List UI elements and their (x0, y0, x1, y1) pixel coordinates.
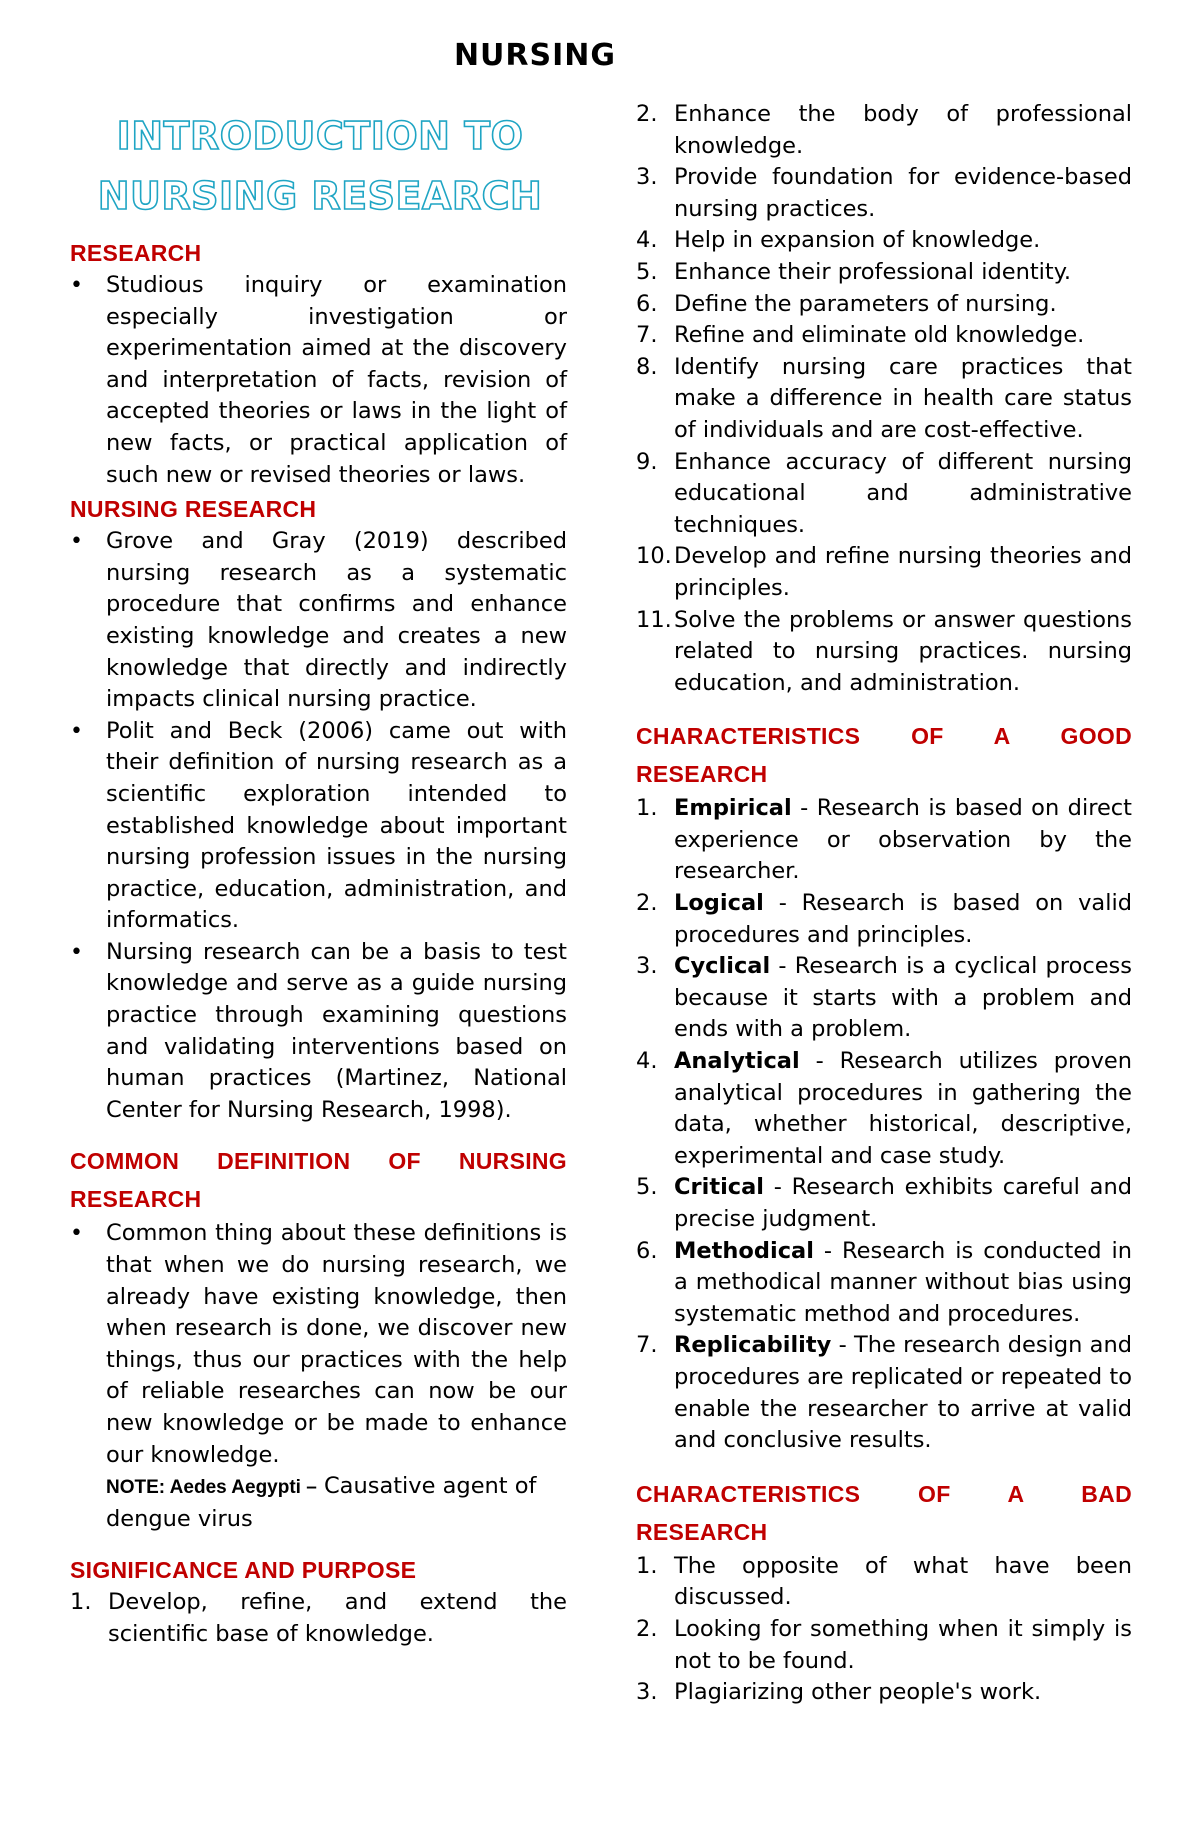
item-term: Logical (674, 890, 764, 917)
item-number: 1. (636, 1552, 658, 1579)
title-line-2: NURSING RESEARCH (97, 174, 543, 218)
item-number: 5. (636, 258, 658, 285)
item-number: 1. (70, 1589, 92, 1616)
significance-list (70, 1587, 567, 1650)
research-list (70, 270, 567, 491)
item-text: - The research design and procedures are replicated or repeated to enable the researcher to arrive at valid and conclusive results. (674, 1332, 1132, 1454)
item-text: Enhance the body of professional knowledge. (674, 101, 1132, 159)
bad-research-list (636, 1551, 1132, 1709)
item-number: 2. (636, 1615, 658, 1642)
item-term: Empirical (674, 795, 792, 822)
list-item (636, 225, 1132, 257)
item-number: 3. (636, 953, 658, 980)
item-text: - Research is a cyclical process because it starts with a problem and ends with a problem. (674, 953, 1132, 1043)
list-item (636, 257, 1132, 289)
item-text: - Research is based on direct experience or observation by the researcher. (674, 795, 1132, 885)
item-text: Identify nursing care practices that make a difference in health care status of individuals and are cost-effective. (674, 353, 1132, 443)
page-header: NURSING (453, 38, 617, 73)
list-item (636, 541, 1132, 604)
item-number: 10. (636, 543, 672, 570)
list-item (636, 1236, 1132, 1331)
list-item: • Grove and Gray (2019) described nursing research as a systematic procedure that confirms and enhance existing knowledge and creates a new knowledge that directly and indirectly impacts clinical nursing practice. (70, 526, 567, 716)
item-term: Cyclical (674, 953, 771, 980)
item-text: Refine and eliminate old knowledge. (674, 322, 1085, 349)
list-item (70, 1587, 567, 1650)
list-item (636, 888, 1132, 951)
item-term: Analytical (674, 1048, 800, 1075)
list-item (636, 352, 1132, 447)
item-text: - Research exhibits careful and precise judgment. (674, 1174, 1132, 1232)
note-label: NOTE: Aedes Aegypti – (106, 1477, 317, 1499)
item-term: Methodical (674, 1237, 814, 1264)
list-item (636, 1046, 1132, 1172)
note (70, 1471, 567, 1535)
list-item (636, 1614, 1132, 1677)
right-column (636, 99, 1132, 1709)
good-research-list (636, 793, 1132, 1456)
section-heading-common-definition: COMMON DEFINITION OF NURSING RESEARCH (70, 1148, 567, 1213)
list-item (636, 162, 1132, 225)
item-text: Provide foundation for evidence-based nursing practices. (674, 164, 1132, 222)
item-text: Define the parameters of nursing. (674, 290, 1057, 317)
list-item (636, 1330, 1132, 1456)
item-text: - Research is based on valid procedures and principles. (674, 890, 1132, 948)
item-number: 11. (636, 606, 672, 633)
list-item: • Common thing about these definitions is that when we do nursing research, we already have existing knowledge, then when research is done, we discover new things, thus our practices with the help of reliable researches can now be our new knowledge or be made to enhance our knowledge. (70, 1218, 567, 1471)
item-number: 7. (636, 1332, 658, 1359)
section-heading-bad-research: CHARACTERISTICS OF A BAD RESEARCH (636, 1480, 1132, 1545)
list-item (636, 605, 1132, 700)
item-text: - Research utilizes proven analytical procedures in gathering the data, whether historical, descriptive, experimental and case study. (674, 1048, 1132, 1169)
item-number: 3. (636, 1679, 658, 1706)
section-heading-research: RESEARCH (70, 240, 202, 266)
item-text: Develop, refine, and extend the scientific base of knowledge. (108, 1589, 567, 1647)
item-text: Looking for something when it simply is not to be found. (674, 1615, 1132, 1674)
item-text: Enhance accuracy of different nursing educational and administrative techniques. (674, 448, 1132, 538)
section-heading-significance: SIGNIFICANCE AND PURPOSE (70, 1557, 417, 1584)
list-item (636, 99, 1132, 162)
item-number: 4. (636, 1048, 658, 1075)
document-title (80, 106, 560, 226)
item-number: 3. (636, 164, 658, 191)
item-term: Critical (674, 1174, 765, 1201)
item-text: Plagiarizing other people's work. (674, 1679, 1042, 1706)
title-line-1: INTRODUCTION TO (116, 114, 524, 158)
item-text: - Research is conducted in a methodical manner without bias using systematic method and procedures. (674, 1237, 1132, 1327)
item-number: 6. (636, 290, 658, 317)
item-number: 1. (636, 795, 658, 822)
item-number: 5. (636, 1174, 658, 1201)
list-item (636, 1677, 1132, 1709)
list-item (636, 289, 1132, 321)
section-heading-nursing-research: NURSING RESEARCH (70, 496, 317, 523)
item-number: 9. (636, 448, 658, 475)
left-column (70, 236, 567, 1651)
item-text: Enhance their professional identity. (674, 258, 1072, 285)
list-item: • Studious inquiry or examination especially investigation or experimentation aimed at the discovery and interpretation of facts, revision of accepted theories or laws in the light of new facts, or practical application of such new or revised theories or laws. (70, 270, 567, 491)
list-item (636, 951, 1132, 1046)
item-number: 4. (636, 227, 658, 254)
list-item (636, 447, 1132, 542)
nursing-research-list (70, 526, 567, 1126)
list-item (636, 1551, 1132, 1614)
list-item: • Polit and Beck (2006) came out with their definition of nursing research as a scientific exploration intended to established knowledge about important nursing profession issues in the nursing practice, education, administration, and informatics. (70, 716, 567, 937)
common-definition-list (70, 1218, 567, 1471)
item-number: 7. (636, 322, 658, 349)
significance-list-continued (636, 99, 1132, 699)
note-text: Causative agent of dengue virus (106, 1473, 537, 1532)
item-number: 8. (636, 353, 658, 380)
item-number: 2. (636, 890, 658, 917)
list-item: • Nursing research can be a basis to test knowledge and serve as a guide nursing practice through examining questions and validating interventions based on human practices (Martinez, National Center for Nursing Research, 1998). (70, 937, 567, 1127)
item-number: 2. (636, 101, 658, 127)
item-text: Develop and refine nursing theories and principles. (674, 543, 1132, 601)
item-text: The opposite of what have been discussed. (674, 1552, 1132, 1611)
item-text: Solve the problems or answer questions related to nursing practices. nursing education, and administration. (674, 606, 1132, 696)
list-item (636, 793, 1132, 888)
item-number: 6. (636, 1237, 658, 1264)
section-heading-good-research: CHARACTERISTICS OF A GOOD RESEARCH (636, 723, 1132, 788)
list-item (636, 1172, 1132, 1235)
item-text: Help in expansion of knowledge. (674, 227, 1041, 254)
item-term: Replicability (674, 1332, 832, 1359)
list-item (636, 320, 1132, 352)
